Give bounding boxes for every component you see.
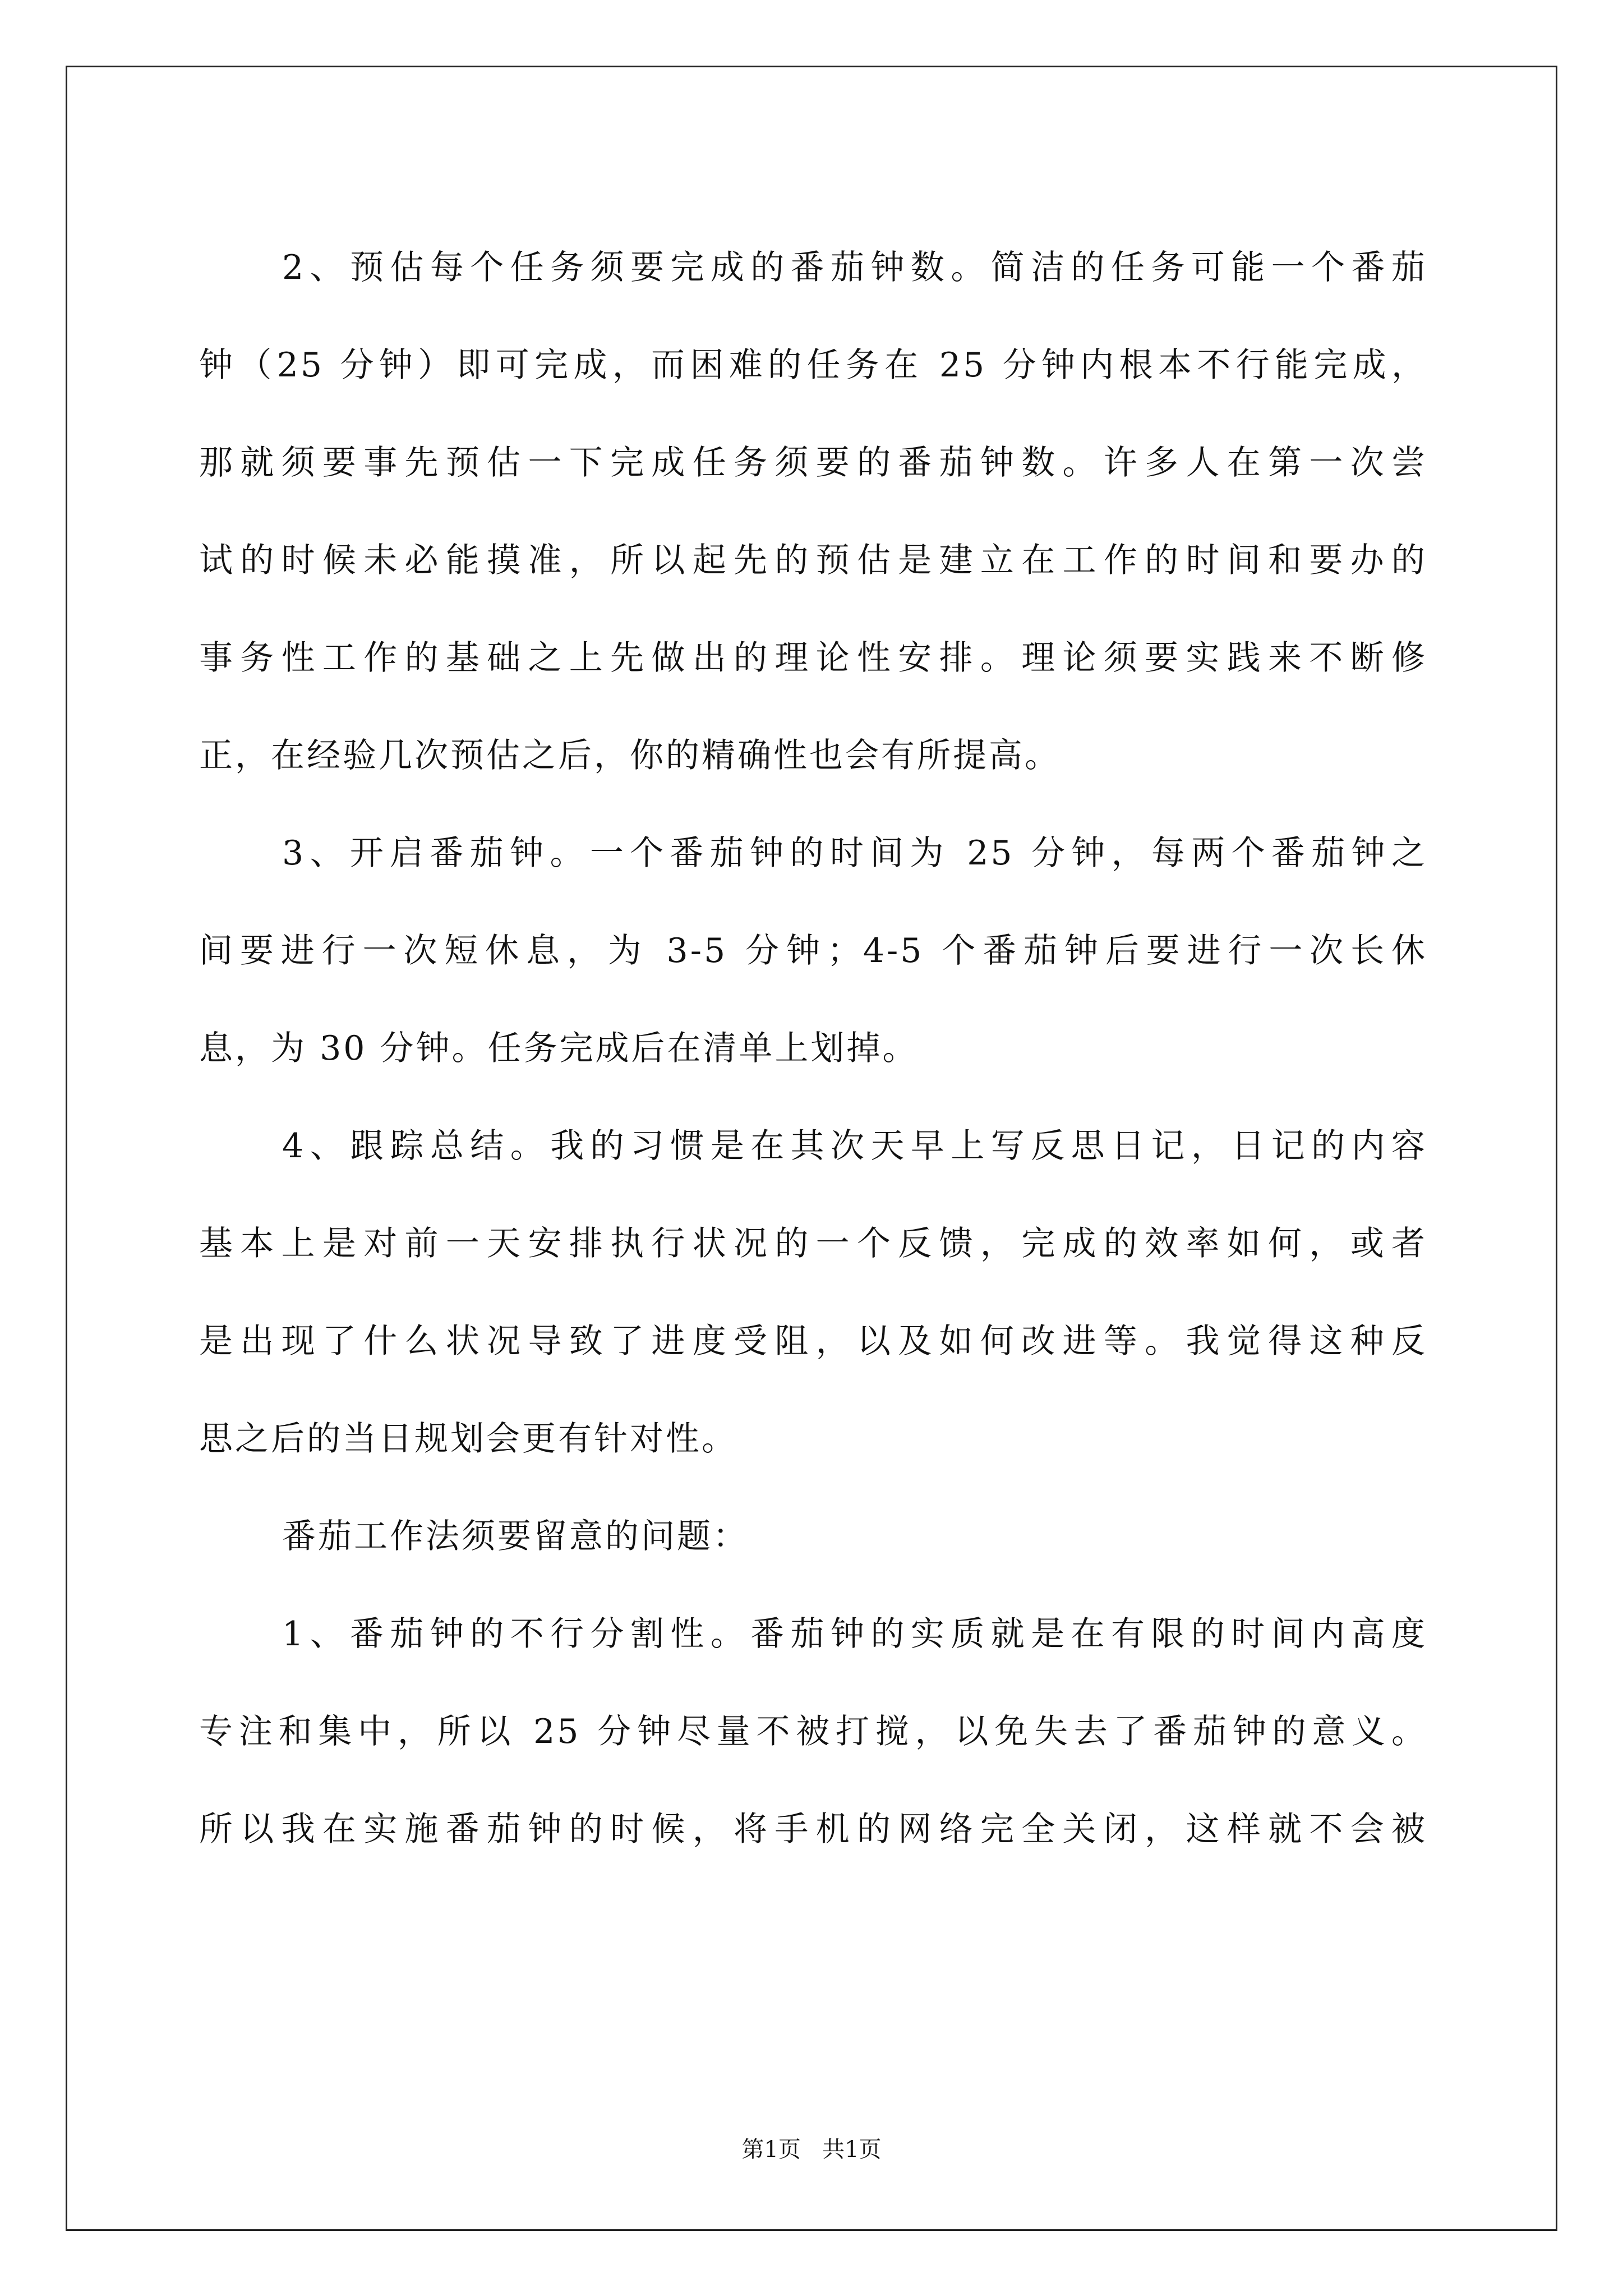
document-body [199, 219, 1427, 1878]
text-line: 思之后的当日规划会更有针对性。 [199, 1419, 737, 1458]
text-line: 1、番茄钟的不行分割性。番茄钟的实质就是在有限的时间内高度 [282, 1614, 1427, 1654]
page-total: 共1页 [822, 2137, 882, 2162]
text-line: 基本上是对前一天安排执行状况的一个反馈，完成的效率如何，或者 [199, 1224, 1427, 1263]
text-line: 专注和集中，所以 25 分钟尽量不被打搅，以免失去了番茄钟的意义。 [199, 1712, 1427, 1751]
text-line: 钟（25 分钟）即可完成，而困难的任务在 25 分钟内根本不行能完成， [199, 346, 1427, 385]
text-line: 正，在经验几次预估之后，你的精确性也会有所提高。 [199, 736, 1061, 775]
text-line: 间要进行一次短休息，为 3-5 分钟；4-5 个番茄钟后要进行一次长休 [199, 931, 1427, 970]
page-number: 第1页 [741, 2137, 801, 2162]
text-line: 息，为 30 分钟。任务完成后在清单上划掉。 [199, 1029, 919, 1068]
text-line: 那就须要事先预估一下完成任务须要的番茄钟数。许多人在第一次尝 [199, 443, 1427, 482]
text-line: 事务性工作的基础之上先做出的理论性安排。理论须要实践来不断修 [199, 638, 1427, 678]
text-line: 4、跟踪总结。我的习惯是在其次天早上写反思日记，日记的内容 [282, 1126, 1427, 1166]
text-line: 2、预估每个任务须要完成的番茄钟数。简洁的任务可能一个番茄 [282, 248, 1427, 287]
text-line: 试的时候未必能摸准，所以起先的预估是建立在工作的时间和要办的 [199, 541, 1427, 580]
text-line: 是出现了什么状况导致了进度受阻，以及如何改进等。我觉得这种反 [199, 1322, 1427, 1361]
section-heading: 番茄工作法须要留意的问题： [282, 1517, 749, 1556]
text-line: 所以我在实施番茄钟的时候，将手机的网络完全关闭，这样就不会被 [199, 1810, 1427, 1849]
text-line: 3、开启番茄钟。一个番茄钟的时间为 25 分钟，每两个番茄钟之 [282, 834, 1427, 873]
page-footer [0, 2132, 1623, 2164]
